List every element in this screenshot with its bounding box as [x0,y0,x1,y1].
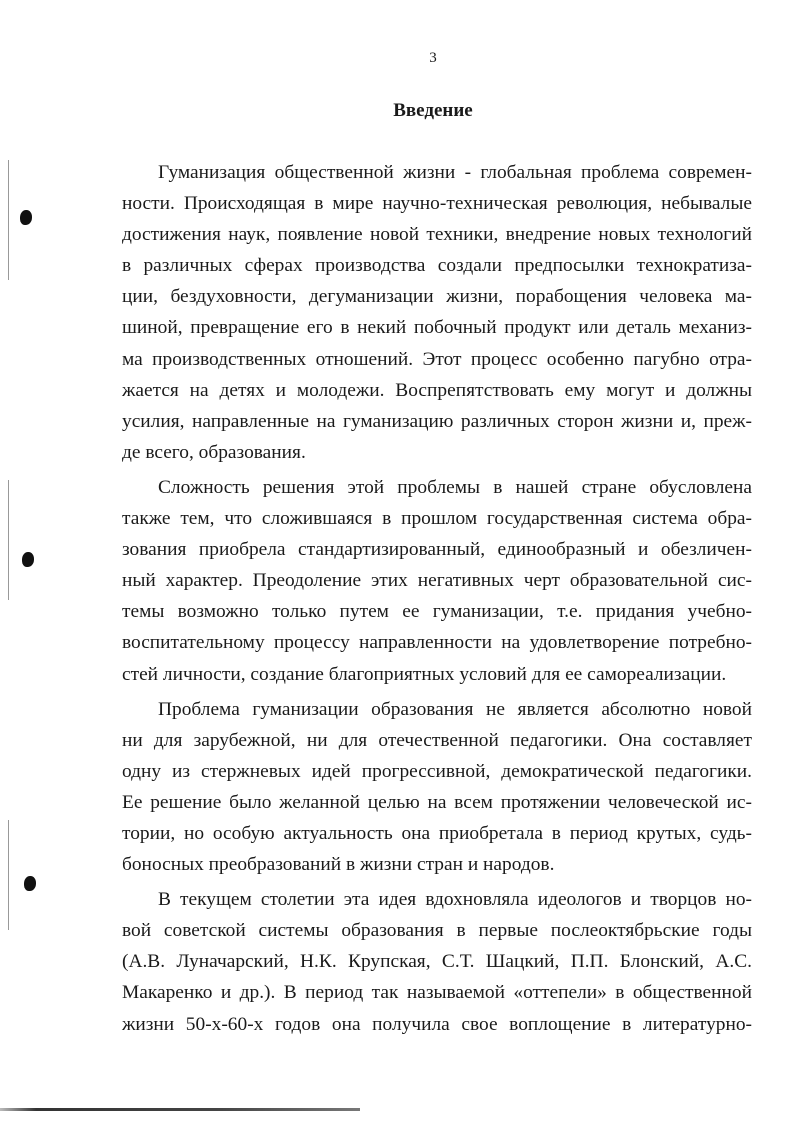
text-line: темы возможно только путем ее гуманизации, т.е. придания учебно- [122,601,752,623]
text-line: Сложность решения этой проблемы в нашей стране обусловлена [158,476,752,498]
text-line: ции, бездуховности, дегуманизации жизни, порабощения человека ма- [122,286,752,308]
text-line: усилия, направленные на гуманизацию различных сторон жизни и, преж- [122,410,752,432]
text-line: ни для зарубежной, ни для отечественной педагогики. Она составляет [122,729,752,751]
paragraph [122,157,752,468]
text-line: стей личности, создание благоприятных условий для ее самореализации. [122,663,727,685]
paragraph [122,884,752,1039]
binding-hole-mark [20,210,32,225]
paragraph [122,694,752,881]
text-line: Гуманизация общественной жизни - глобальная проблема современ- [158,162,752,183]
text-line: воспитательному процессу направленности на удовлетворение потребно- [122,632,752,654]
paragraph [122,472,752,690]
section-title: Введение [393,100,473,121]
binding-hole-mark [22,552,34,567]
text-line: ма производственных отношений. Этот процесс особенно пагубно отра- [122,348,752,370]
page-number: 3 [429,50,437,66]
text-line: ности. Происходящая в мире научно-техническая революция, небывалые [122,193,752,215]
text-line: Макаренко и др.). В период так называемой «оттепели» в общественной [122,982,752,1004]
text-line: жается на детях и молодежи. Воспрепятствовать ему могут и должны [122,379,752,401]
text-line: одну из стержневых идей прогрессивной, демократической педагогики. [122,760,752,782]
scan-edge-line [8,820,9,930]
body-text [122,157,752,1044]
text-line: в различных сферах производства создали предпосылки технократиза- [122,255,752,277]
text-line: В текущем столетии эта идея вдохновляла идеологов и творцов но- [158,889,752,911]
scan-edge-line [8,160,9,280]
text-line: шиной, превращение его в некий побочный продукт или деталь механиз- [122,317,752,339]
text-line: Проблема гуманизации образования не является абсолютно новой [158,698,752,720]
text-line: (А.В. Луначарский, Н.К. Крупская, С.Т. Шацкий, П.П. Блонский, А.С. [122,951,752,973]
text-line: зования приобрела стандартизированный, единообразный и обезличен- [122,539,752,561]
scan-edge-line [8,480,9,600]
text-line: вой советской системы образования в первые послеоктябрьские годы [122,920,752,942]
text-line: также тем, что сложившаяся в прошлом государственная система обра- [122,508,752,530]
text-line: достижения наук, появление новой техники, внедрение новых технологий [122,224,752,246]
text-line: тории, но особую актуальность она приобретала в период крутых, судь- [122,822,752,844]
text-line: Ее решение было желанной целью на всем протяжении человеческой ис- [122,791,752,813]
text-line: боносных преобразований в жизни стран и народов. [122,854,555,876]
binding-hole-mark [24,876,36,891]
text-line: жизни 50-х-60-х годов она получила свое воплощение в литературно- [122,1013,752,1035]
text-line: де всего, образования. [122,441,306,463]
text-line: ный характер. Преодоление этих негативных черт образовательной сис- [122,570,752,592]
scan-bottom-mark [0,1108,360,1111]
